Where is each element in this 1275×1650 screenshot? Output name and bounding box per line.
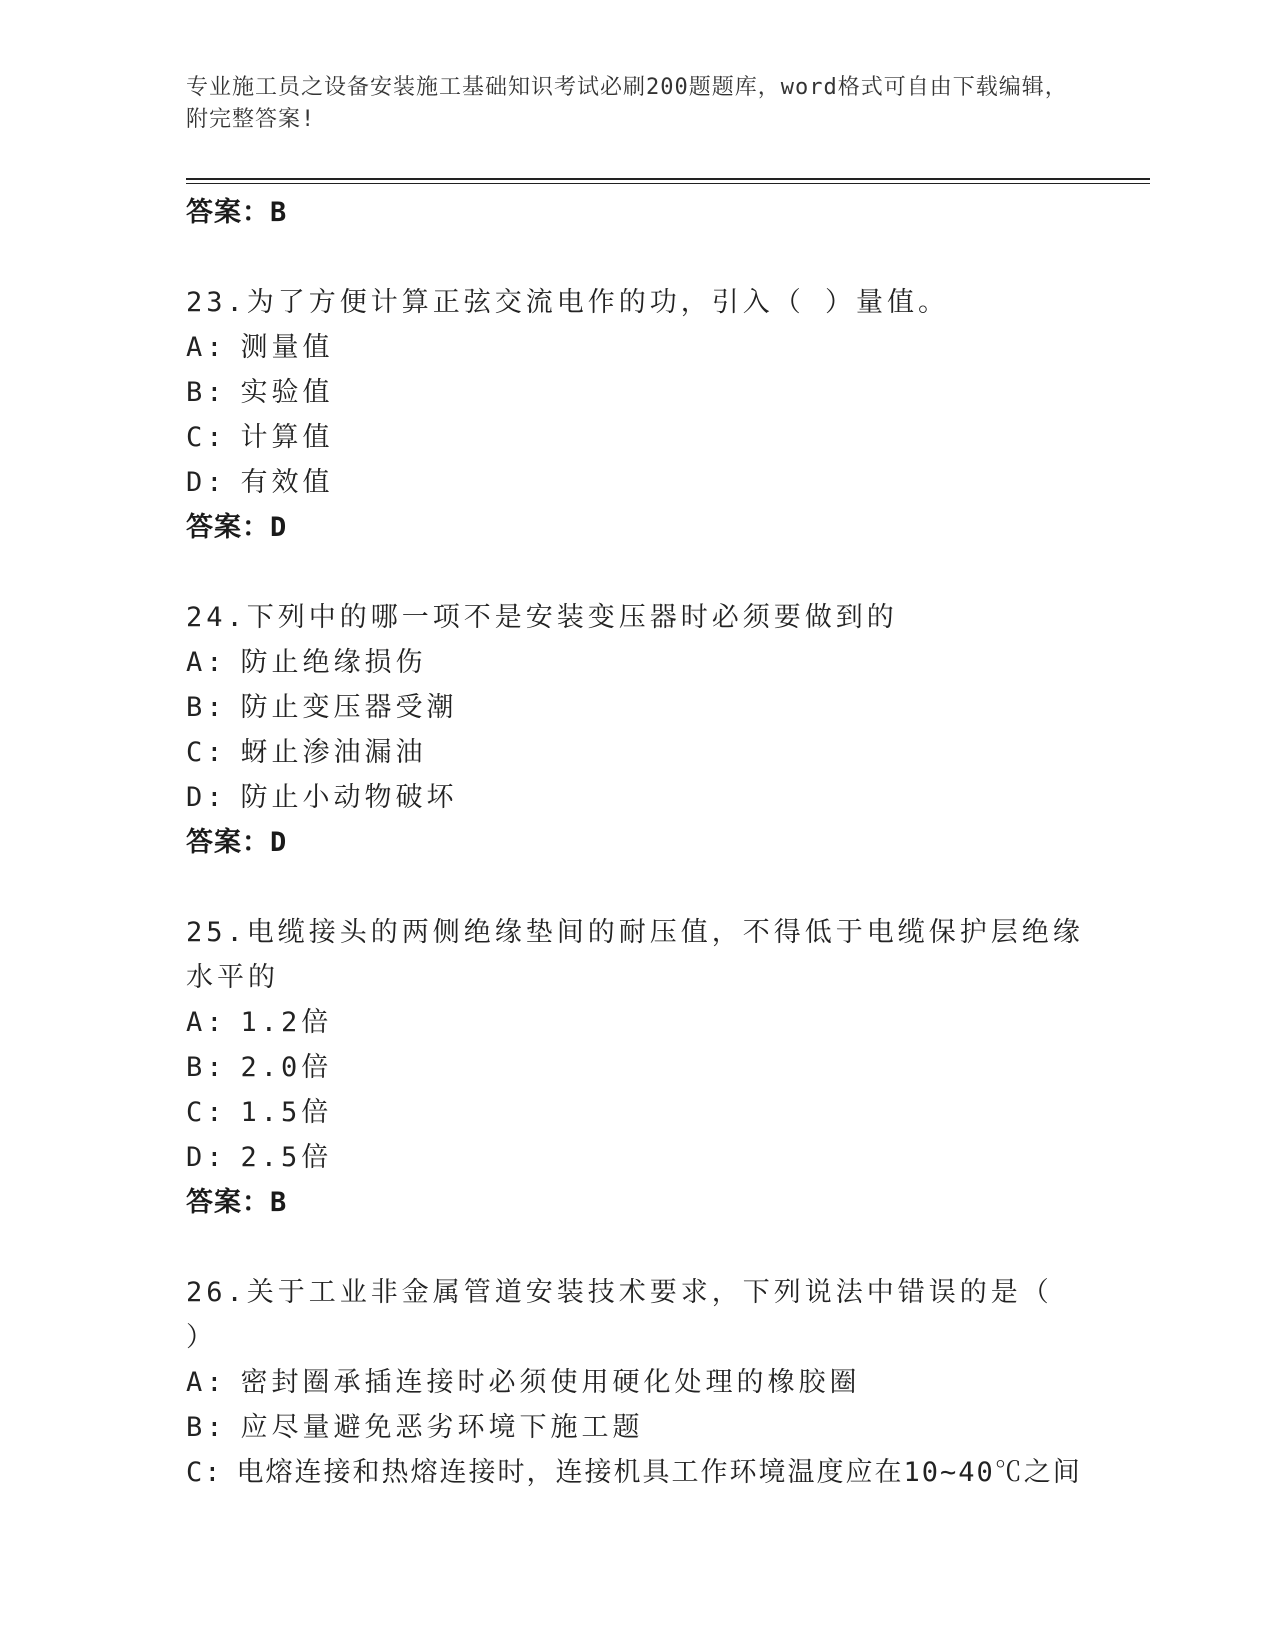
spacer [186,235,1086,280]
option-d [186,1135,1086,1180]
option-a [186,325,1086,370]
option-key: D: [186,1142,227,1173]
option-c [186,730,1086,775]
option-text: 密封圈承插连接时必须使用硬化处理的橡胶圈 [240,1367,861,1398]
option-text: 防止绝缘损伤 [240,647,427,678]
question-stem: 24.下列中的哪一项不是安装变压器时必须要做到的 [186,602,898,633]
option-key: A: [186,1007,227,1038]
option-b [186,1405,1086,1450]
answer-line: 答案：D [186,512,288,543]
spacer [186,1225,1086,1270]
option-text: 有效值 [240,467,334,498]
question-stem: 25.电缆接头的两侧绝缘垫间的耐压值，不得低于电缆保护层绝缘水平的 [186,917,1084,993]
option-key: A: [186,332,227,363]
question-stem: 26.关于工业非金属管道安装技术要求，下列说法中错误的是（ ） [186,1277,1053,1353]
question-stem: 23.为了方便计算正弦交流电作的功，引入（ ）量值。 [186,287,950,318]
option-c [186,1090,1086,1135]
answer-line: 答案：B [186,197,288,228]
option-a [186,1360,1086,1405]
option-text: 应尽量避免恶劣环境下施工题 [240,1412,644,1443]
option-text: 2.5倍 [240,1142,333,1173]
option-key: B: [186,1052,227,1083]
option-text: 防止变压器受潮 [240,692,458,723]
option-text: 计算值 [240,422,334,453]
option-d [186,460,1086,505]
option-text: 2.0倍 [240,1052,333,1083]
option-key: C: [186,422,227,453]
option-key: D: [186,782,227,813]
option-b [186,1045,1086,1090]
option-key: A: [186,1367,227,1398]
question-item [186,280,1086,550]
option-key: B: [186,377,227,408]
option-key: C: [186,1457,223,1488]
question-item [186,1270,1086,1495]
answer-line: 答案：B [186,1187,288,1218]
option-c [186,1450,1086,1495]
option-text: 测量值 [240,332,334,363]
option-key: D: [186,467,227,498]
header-divider-thick [186,178,1150,180]
question-item [186,910,1086,1225]
option-text: 蚜止渗油漏油 [240,737,427,768]
option-text: 电熔连接和热熔连接时，连接机具工作环境温度应在10~40℃之间 [236,1457,1082,1488]
option-key: C: [186,1097,227,1128]
answer-line: 答案：D [186,827,288,858]
option-a [186,1000,1086,1045]
option-a [186,640,1086,685]
spacer [186,865,1086,910]
question-list [186,190,1086,1495]
document-header: 专业施工员之设备安装施工基础知识考试必刷200题题库，word格式可自由下载编辑，附完整答案! [186,75,1068,132]
spacer [186,550,1086,595]
option-text: 实验值 [240,377,334,408]
option-key: B: [186,1412,227,1443]
option-b [186,685,1086,730]
option-d [186,775,1086,820]
option-text: 防止小动物破坏 [240,782,458,813]
option-key: C: [186,737,227,768]
question-item [186,595,1086,865]
option-key: B: [186,692,227,723]
option-text: 1.5倍 [240,1097,333,1128]
header-divider-thin [186,183,1150,184]
option-b [186,370,1086,415]
option-key: A: [186,647,227,678]
option-text: 1.2倍 [240,1007,333,1038]
option-c [186,415,1086,460]
